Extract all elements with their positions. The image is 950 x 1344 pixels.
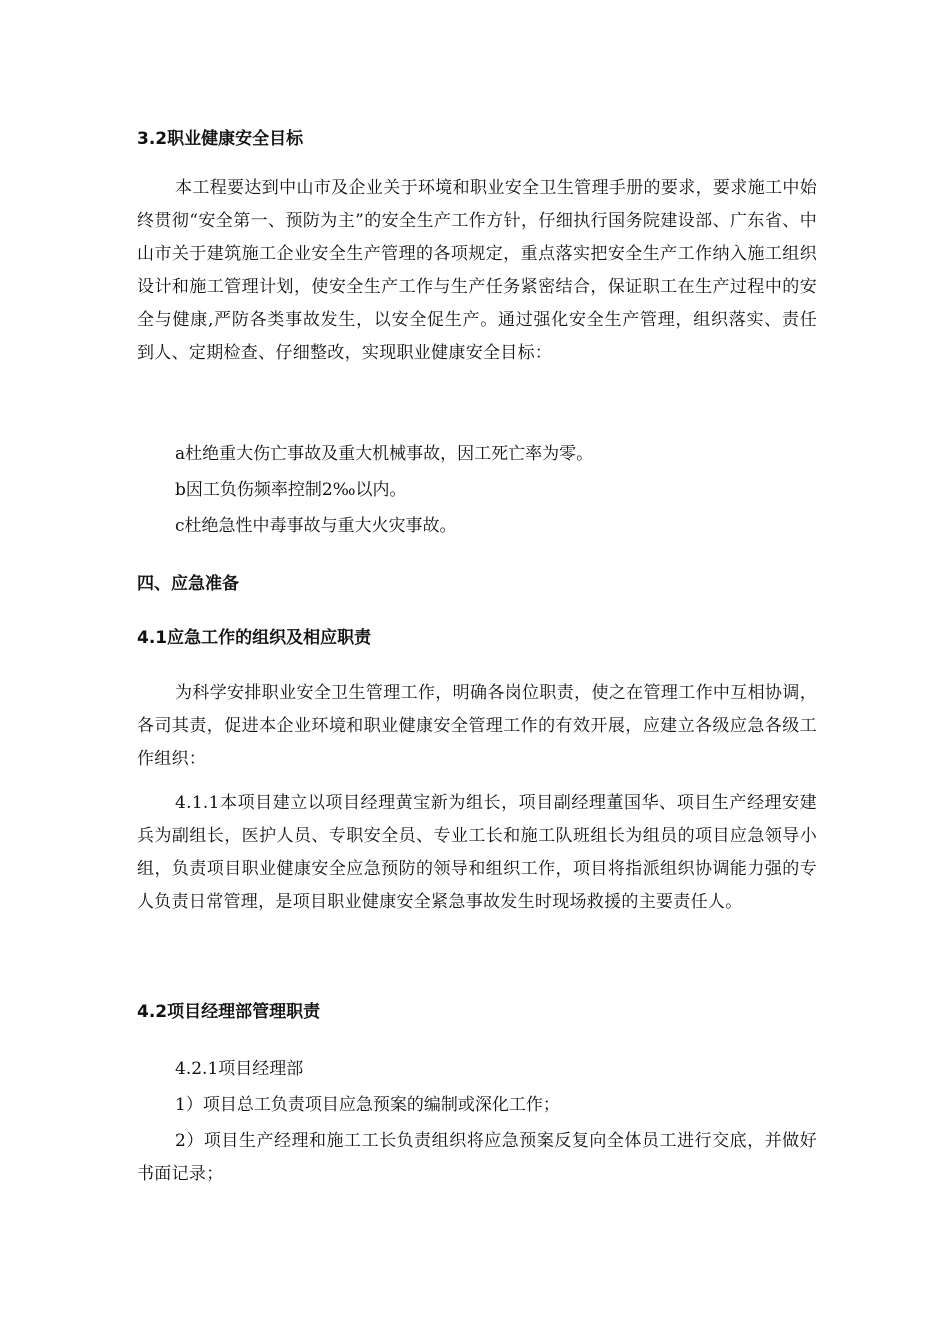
duty-item-2: 2）项目生产经理和施工工长负责组织将应急预案反复向全体员工进行交底，并做好书面记录； (137, 1131, 817, 1184)
section-heading-4-2: 4.2项目经理部管理职责 (137, 1002, 321, 1022)
paragraph-4-1-1: 4.1.1本项目建立以项目经理黄宝新为组长，项目副经理董国华、项目生产经理安建兵为副组长，医护人员、专职安全员、专业工长和施工队班组长为组员的项目应急领导小组，负责项目职业健康安全应急预防的领导和组织工作，项目将指派组织协调能力强的专人负责日常管理，是项目职业健康安全紧急事故发生时现场救援的主要责任人。 (137, 793, 817, 912)
section-heading-4-1: 4.1应急工作的组织及相应职责 (137, 628, 372, 648)
paragraph-health-safety-goal: 本工程要达到中山市及企业关于环境和职业安全卫生管理手册的要求，要求施工中始终贯彻“安全第一、预防为主”的安全生产工作方针，仔细执行国务院建设部、广东省、中山市关于建筑施工企业安全生产管理的各项规定，重点落实把安全生产工作纳入施工组织设计和施工管理计划，使安全生产工作与生产任务紧密结合，保证职工在生产过程中的安全与健康,严防各类事故发生，以安全促生产。通过强化安全生产管理，组织落实、责任到人、定期检查、仔细整改，实现职业健康安全目标： (137, 178, 817, 363)
duty-item-1: 1）项目总工负责项目应急预案的编制或深化工作； (175, 1095, 560, 1115)
subsection-4-2-1: 4.2.1项目经理部 (175, 1059, 304, 1079)
goal-item-c: c杜绝急性中毒事故与重大火灾事故。 (175, 516, 457, 536)
goal-item-b: b因工负伤频率控制2‰以内。 (175, 480, 407, 500)
section-heading-3-2: 3.2职业健康安全目标 (137, 129, 304, 149)
goal-item-a: a杜绝重大伤亡事故及重大机械事故，因工死亡率为零。 (175, 444, 594, 464)
paragraph-emergency-organization: 为科学安排职业安全卫生管理工作，明确各岗位职责，使之在管理工作中互相协调，各司其责，促进本企业环境和职业健康安全管理工作的有效开展，应建立各级应急各级工作组织： (137, 683, 817, 769)
section-heading-4: 四、应急准备 (137, 574, 239, 594)
